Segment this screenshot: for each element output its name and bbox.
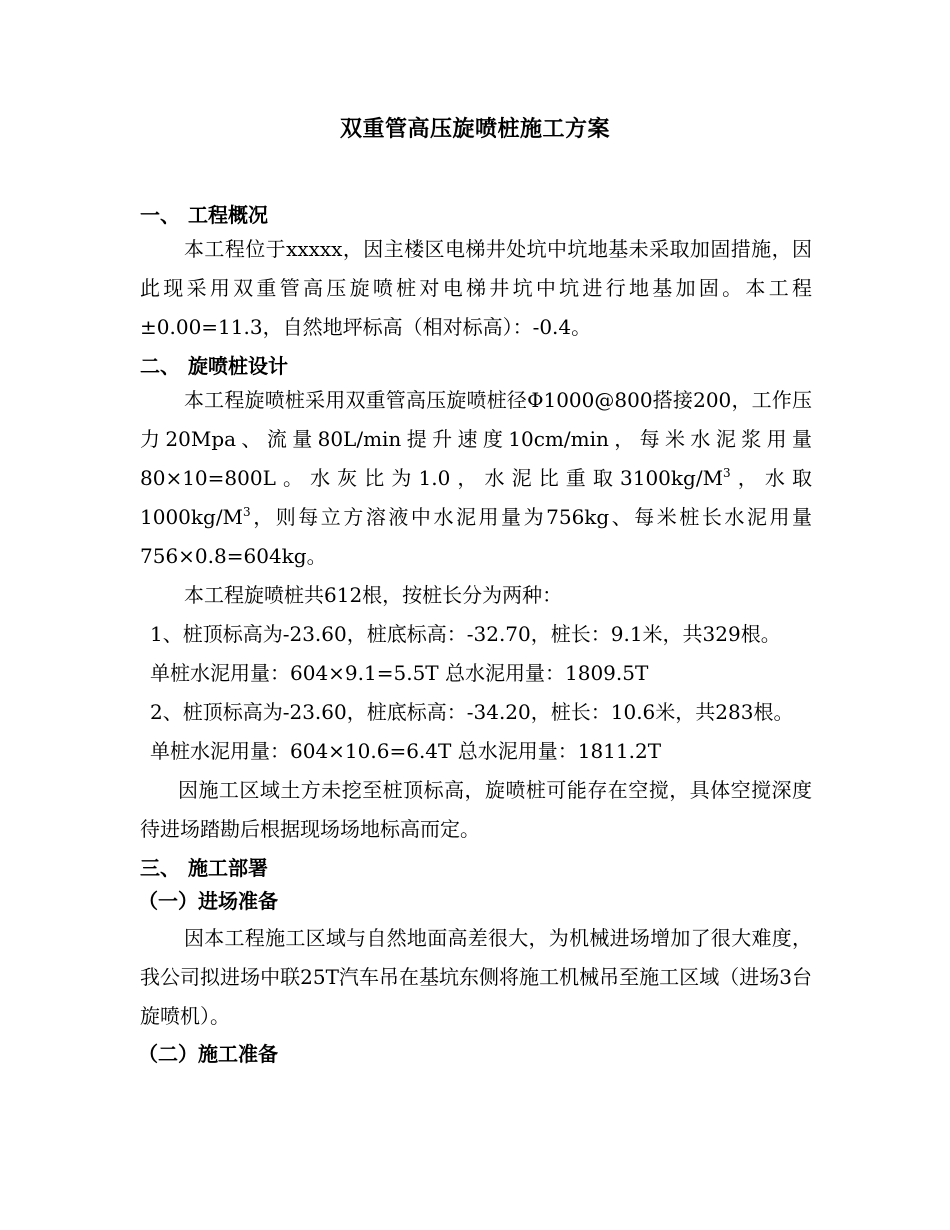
document-title: 双重管高压旋喷桩施工方案 [339, 116, 610, 142]
superscript: 3 [723, 466, 731, 480]
entry-paragraph: 因本工程施工区域与自然地面高差很大，为机械进场增加了很大难度，我公司拟进场中联25T汽车吊在基坑东侧将施工机械吊至施工区域（进场3台旋喷机）。 [140, 926, 812, 1028]
empty-mixing-paragraph: 因施工区域土方未挖至桩顶标高，旋喷桩可能存在空搅，具体空搅深度待进场踏勘后根据现场场地标高而定。 [140, 778, 812, 841]
subsection-heading-preparation: （二）施工准备 [138, 1042, 278, 1066]
section-title: 施工部署 [188, 856, 268, 880]
list-item-detail: 单桩水泥用量：604×9.1=5.5T 总水泥用量：1809.5T [150, 661, 649, 685]
superscript: 3 [243, 505, 251, 519]
design-paragraph [140, 381, 812, 576]
section-title: 工程概况 [188, 203, 268, 227]
design-text-b: ，水取1000kg/M [140, 466, 812, 529]
section-title: 旋喷桩设计 [188, 354, 288, 378]
list-item-detail: 单桩水泥用量：604×10.6=6.4T 总水泥用量：1811.2T [150, 739, 662, 763]
section-heading-design [140, 351, 812, 381]
list-item: 1、桩顶标高为-23.60，桩底标高：-32.70，桩长：9.1米，共329根。 [150, 622, 781, 646]
section-number: 二、 [140, 354, 180, 378]
subsection-heading-entry: （一）进场准备 [138, 889, 278, 913]
document-body [140, 196, 812, 1072]
design-text-c: ，则每立方溶液中水泥用量为756kg、每米桩长水泥用量756×0.8=604kg。 [140, 505, 812, 568]
section-number: 一、 [140, 203, 180, 227]
section-heading-deployment [140, 853, 812, 883]
design-text-a: 本工程旋喷桩采用双重管高压旋喷桩径Φ1000@800搭接200，工作压力20Mpa、流量80L/min提升速度10cm/min，每米水泥浆用量80×10=800L。水灰比为1.0，水泥比重取3100kg/M [140, 388, 812, 490]
list-item: 2、桩顶标高为-23.60，桩底标高：-34.20，桩长：10.6米，共283根。 [150, 700, 794, 724]
pile-count-paragraph: 本工程旋喷桩共612根，按桩长分为两种： [184, 583, 563, 607]
overview-paragraph: 本工程位于xxxxx，因主楼区电梯井处坑中坑地基未采取加固措施，因此现采用双重管高压旋喷桩对电梯井坑中坑进行地基加固。本工程±0.00=11.3，自然地坪标高（相对标高）：-0.4。 [140, 237, 812, 339]
section-heading-overview [140, 200, 812, 230]
section-number: 三、 [140, 856, 180, 880]
